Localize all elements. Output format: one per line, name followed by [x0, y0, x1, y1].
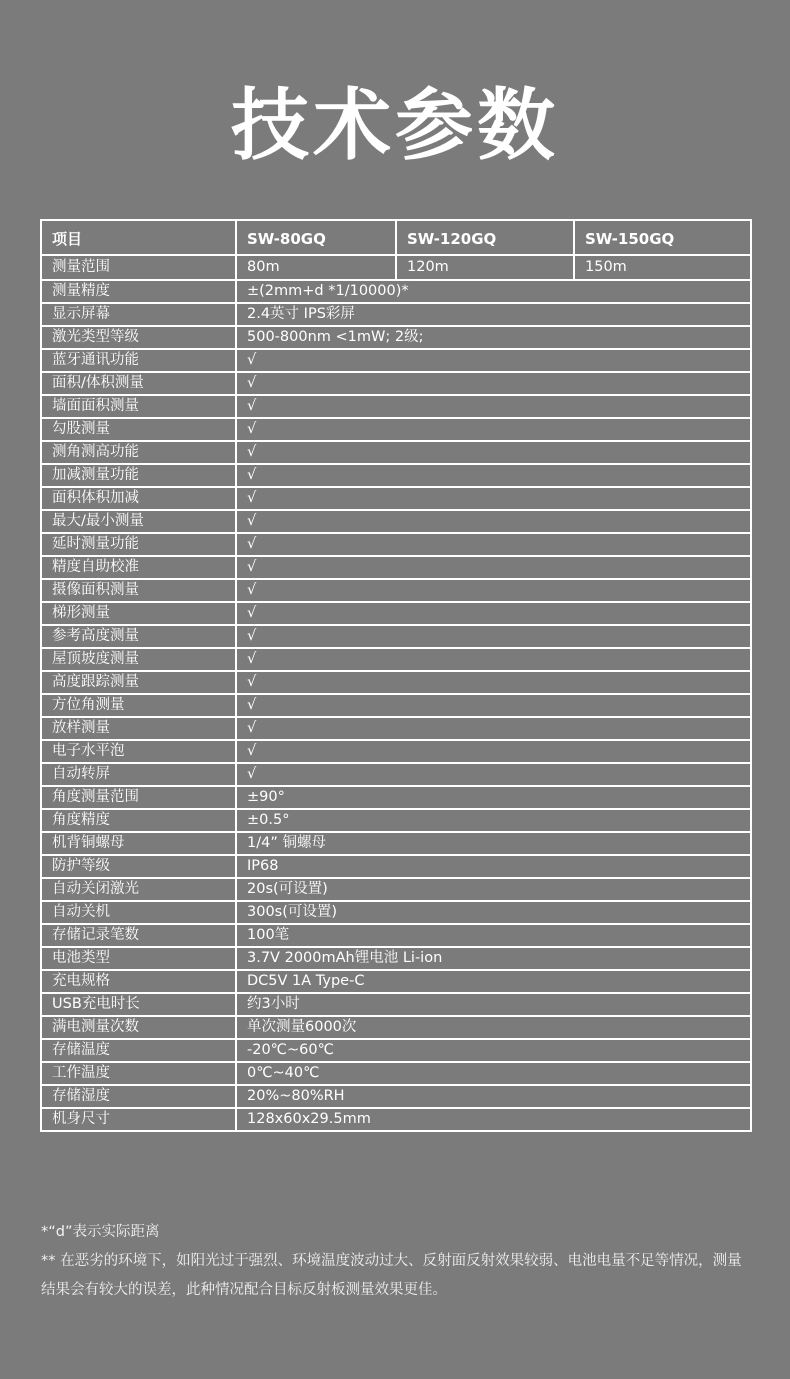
row-label: 测量精度 — [41, 280, 236, 303]
row-value: √ — [236, 717, 751, 740]
row-label: 机身尺寸 — [41, 1108, 236, 1131]
header-model-80: SW-80GQ — [236, 220, 396, 255]
row-value: ±(2mm+d *1/10000)* — [236, 280, 751, 303]
table-row — [41, 878, 751, 901]
row-value: 20%~80%RH — [236, 1085, 751, 1108]
table-row — [41, 1062, 751, 1085]
row-label: USB充电时长 — [41, 993, 236, 1016]
table-row — [41, 1108, 751, 1131]
table-row — [41, 556, 751, 579]
row-label: 勾股测量 — [41, 418, 236, 441]
row-value: √ — [236, 602, 751, 625]
table-row — [41, 280, 751, 303]
table-row — [41, 395, 751, 418]
row-label: 电子水平泡 — [41, 740, 236, 763]
row-value: DC5V 1A Type-C — [236, 970, 751, 993]
row-value: √ — [236, 625, 751, 648]
row-label: 自动关闭激光 — [41, 878, 236, 901]
table-row — [41, 533, 751, 556]
table-row — [41, 970, 751, 993]
row-value: √ — [236, 648, 751, 671]
range-80: 80m — [236, 255, 396, 280]
table-row — [41, 487, 751, 510]
row-label: 面积体积加减 — [41, 487, 236, 510]
table-row — [41, 924, 751, 947]
row-label: 自动关机 — [41, 901, 236, 924]
row-label: 参考高度测量 — [41, 625, 236, 648]
table-row — [41, 809, 751, 832]
table-row — [41, 326, 751, 349]
row-label: 精度自助校准 — [41, 556, 236, 579]
row-label: 自动转屏 — [41, 763, 236, 786]
table-header-row — [41, 220, 751, 255]
row-value: √ — [236, 510, 751, 533]
row-value: ±0.5° — [236, 809, 751, 832]
spec-table — [40, 219, 752, 1132]
row-label: 方位角测量 — [41, 694, 236, 717]
row-label: 摄像面积测量 — [41, 579, 236, 602]
row-value: 约3小时 — [236, 993, 751, 1016]
table-row — [41, 303, 751, 326]
row-label: 机背铜螺母 — [41, 832, 236, 855]
row-label: 屋顶坡度测量 — [41, 648, 236, 671]
row-label: 存储记录笔数 — [41, 924, 236, 947]
table-row-range — [41, 255, 751, 280]
row-value: 300s(可设置) — [236, 901, 751, 924]
table-row — [41, 1085, 751, 1108]
table-row — [41, 993, 751, 1016]
row-value: 0℃~40℃ — [236, 1062, 751, 1085]
table-row — [41, 418, 751, 441]
row-value: √ — [236, 441, 751, 464]
row-value: √ — [236, 464, 751, 487]
table-row — [41, 372, 751, 395]
table-row — [41, 510, 751, 533]
table-row — [41, 740, 751, 763]
row-label: 最大/最小测量 — [41, 510, 236, 533]
table-row — [41, 602, 751, 625]
row-label: 面积/体积测量 — [41, 372, 236, 395]
row-value: √ — [236, 579, 751, 602]
row-value: -20℃~60℃ — [236, 1039, 751, 1062]
table-row — [41, 441, 751, 464]
row-value: IP68 — [236, 855, 751, 878]
row-value: √ — [236, 556, 751, 579]
row-label: 延时测量功能 — [41, 533, 236, 556]
row-label: 电池类型 — [41, 947, 236, 970]
header-model-120: SW-120GQ — [396, 220, 574, 255]
row-label: 防护等级 — [41, 855, 236, 878]
row-label: 墙面面积测量 — [41, 395, 236, 418]
row-label: 满电测量次数 — [41, 1016, 236, 1039]
row-label: 存储温度 — [41, 1039, 236, 1062]
footnote-environment: ** 在恶劣的环境下，如阳光过于强烈、环境温度波动过大、反射面反射效果较弱、电池电量不足等情况，测量结果会有较大的误差，此种情况配合目标反射板测量效果更佳。 — [41, 1253, 742, 1298]
row-value: √ — [236, 372, 751, 395]
row-label: 蓝牙通讯功能 — [41, 349, 236, 372]
footnotes — [41, 1218, 751, 1305]
table-row — [41, 349, 751, 372]
table-row — [41, 625, 751, 648]
range-150: 150m — [574, 255, 751, 280]
table-row — [41, 763, 751, 786]
table-row — [41, 694, 751, 717]
table-row — [41, 786, 751, 809]
row-value: √ — [236, 763, 751, 786]
row-label: 工作温度 — [41, 1062, 236, 1085]
row-value: ±90° — [236, 786, 751, 809]
row-label: 角度测量范围 — [41, 786, 236, 809]
table-row — [41, 832, 751, 855]
table-row — [41, 947, 751, 970]
row-value: 20s(可设置) — [236, 878, 751, 901]
table-row — [41, 464, 751, 487]
row-value: 1/4” 铜螺母 — [236, 832, 751, 855]
footnote-d: *“d”表示实际距离 — [41, 1224, 160, 1240]
range-120: 120m — [396, 255, 574, 280]
row-label: 存储湿度 — [41, 1085, 236, 1108]
row-value: 100笔 — [236, 924, 751, 947]
row-value: √ — [236, 395, 751, 418]
table-row — [41, 1016, 751, 1039]
row-value: 128x60x29.5mm — [236, 1108, 751, 1131]
row-label: 放样测量 — [41, 717, 236, 740]
page-title: 技术参数 — [230, 81, 559, 171]
header-model-150: SW-150GQ — [574, 220, 751, 255]
row-value: 3.7V 2000mAh锂电池 Li-ion — [236, 947, 751, 970]
header-item: 项目 — [41, 220, 236, 255]
row-value: √ — [236, 418, 751, 441]
row-value: 单次测量6000次 — [236, 1016, 751, 1039]
table-row — [41, 648, 751, 671]
row-label: 测角测高功能 — [41, 441, 236, 464]
row-label: 显示屏幕 — [41, 303, 236, 326]
row-value: 500-800nm <1mW; 2级; — [236, 326, 751, 349]
row-value: √ — [236, 349, 751, 372]
table-row — [41, 901, 751, 924]
row-value: √ — [236, 671, 751, 694]
row-value: √ — [236, 487, 751, 510]
row-label: 激光类型等级 — [41, 326, 236, 349]
row-label: 充电规格 — [41, 970, 236, 993]
row-value: 2.4英寸 IPS彩屏 — [236, 303, 751, 326]
row-value: √ — [236, 533, 751, 556]
row-label: 测量范围 — [41, 255, 236, 280]
row-label: 梯形测量 — [41, 602, 236, 625]
table-row — [41, 671, 751, 694]
row-label: 角度精度 — [41, 809, 236, 832]
table-row — [41, 1039, 751, 1062]
row-label: 加减测量功能 — [41, 464, 236, 487]
table-row — [41, 579, 751, 602]
row-label: 高度跟踪测量 — [41, 671, 236, 694]
table-row — [41, 855, 751, 878]
row-value: √ — [236, 740, 751, 763]
row-value: √ — [236, 694, 751, 717]
table-row — [41, 717, 751, 740]
